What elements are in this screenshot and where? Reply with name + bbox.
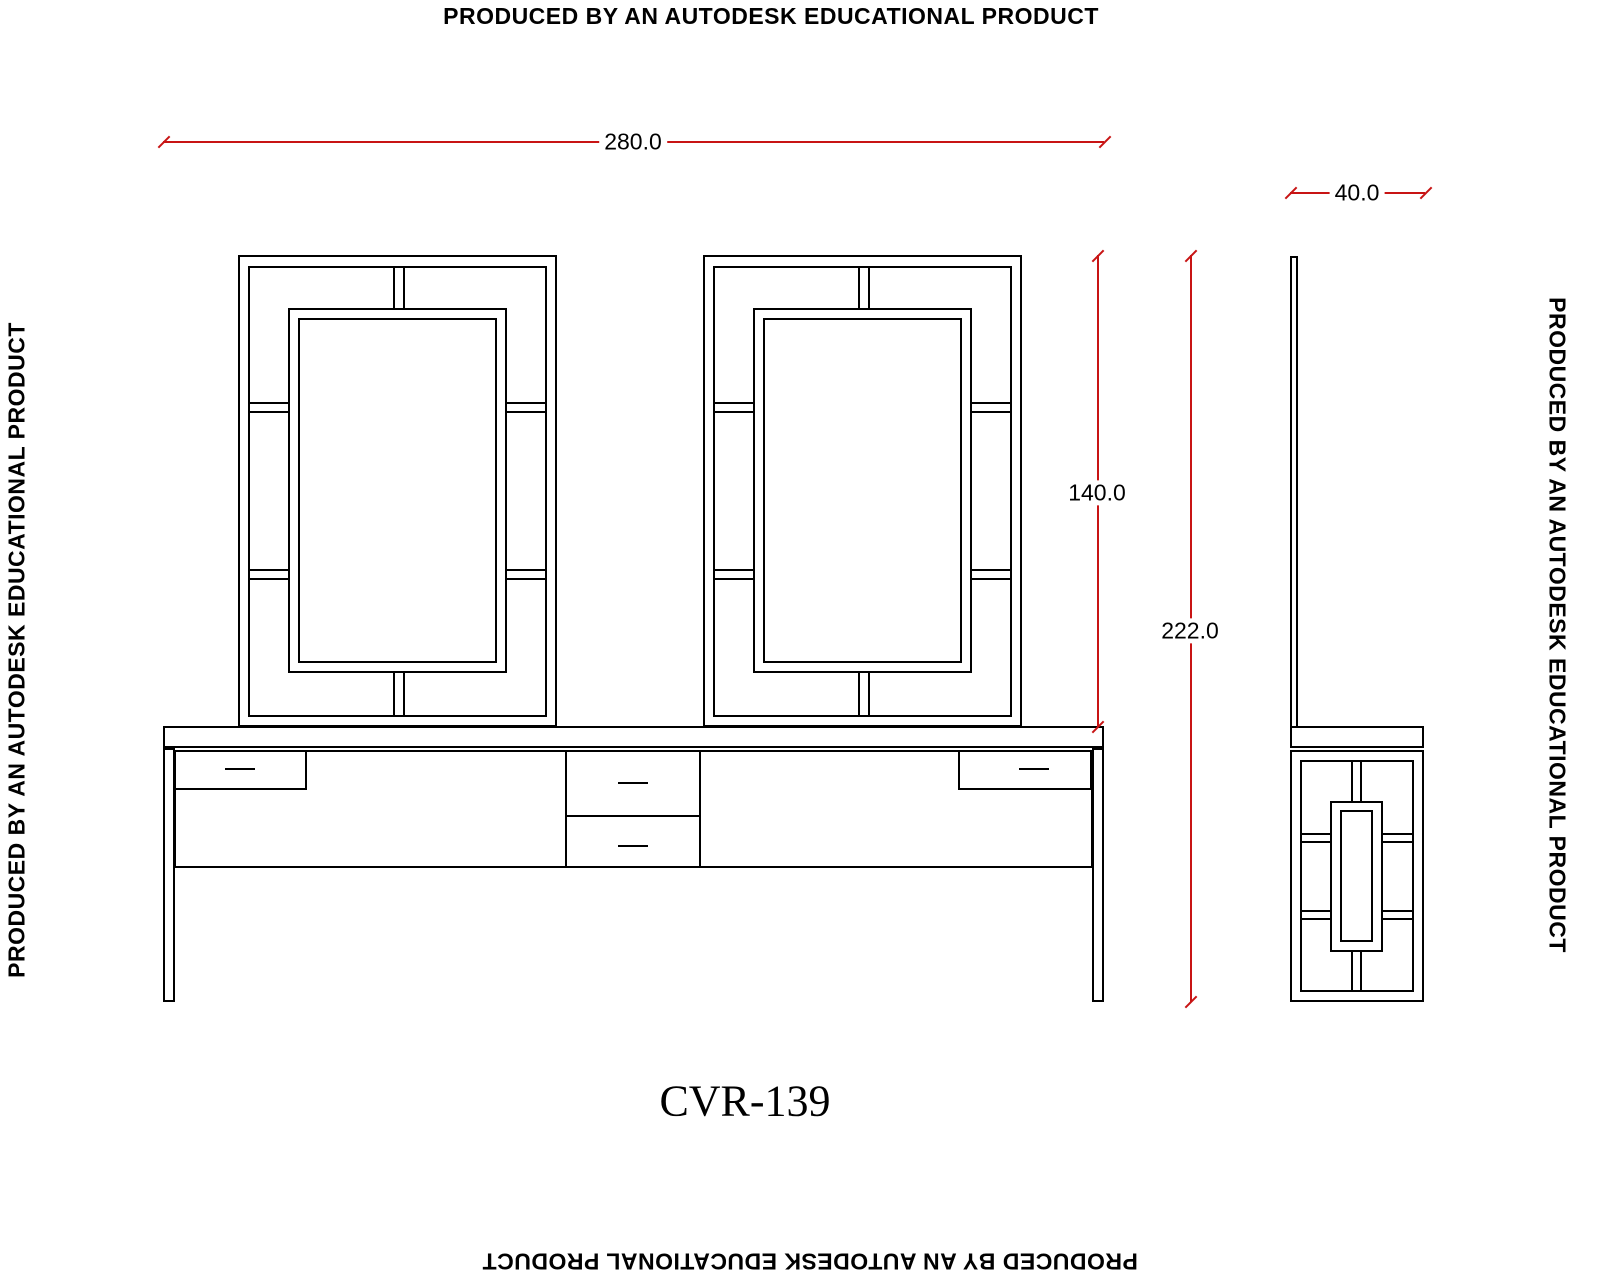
mirror-edge-profile bbox=[1290, 256, 1298, 728]
mirror-glass-inner bbox=[763, 318, 962, 663]
watermark-right: PRODUCED BY AN AUTODESK EDUCATIONAL PRODUCT bbox=[1544, 297, 1571, 953]
mirror-strut-left-upper bbox=[248, 402, 288, 413]
watermark-left: PRODUCED BY AN AUTODESK EDUCATIONAL PRODUCT bbox=[3, 322, 30, 978]
drawer-left bbox=[174, 750, 307, 790]
side-panel-center-inner bbox=[1340, 810, 1373, 942]
drawer-center-bottom-handle bbox=[618, 845, 648, 847]
side-panel-strut-right-lower bbox=[1383, 910, 1414, 920]
table-leg-right bbox=[1092, 748, 1104, 1002]
dimension-text: 280.0 bbox=[599, 129, 667, 154]
watermark-top: PRODUCED BY AN AUTODESK EDUCATIONAL PRODUCT bbox=[443, 3, 1099, 29]
mirror-strut-left-lower bbox=[248, 569, 288, 580]
drawer-center-bottom bbox=[565, 815, 701, 868]
side-panel-strut-left-upper bbox=[1300, 833, 1330, 843]
mirror-strut-top bbox=[393, 266, 405, 308]
watermark-bottom: PRODUCED BY AN AUTODESK EDUCATIONAL PRODUCT bbox=[482, 1248, 1138, 1275]
tabletop-profile bbox=[1290, 726, 1424, 748]
side-panel-strut-right-upper bbox=[1383, 833, 1414, 843]
mirror-strut-right-lower bbox=[507, 569, 547, 580]
side-panel-strut-top bbox=[1351, 760, 1362, 801]
mirror-strut-bottom bbox=[393, 673, 405, 717]
drawer-center-top-handle bbox=[618, 782, 648, 784]
dimension-text: 40.0 bbox=[1330, 180, 1385, 205]
mirror-glass-inner bbox=[298, 318, 497, 663]
drawer-left-handle bbox=[225, 768, 255, 770]
dimension-text: 222.0 bbox=[1156, 618, 1224, 643]
mirror-strut-right-lower bbox=[972, 569, 1012, 580]
mirror-strut-left-lower bbox=[713, 569, 753, 580]
drawer-right-handle bbox=[1019, 768, 1049, 770]
drawer-right bbox=[958, 750, 1092, 790]
mirror-strut-right-upper bbox=[972, 402, 1012, 413]
drawing-title: CVR-139 bbox=[659, 1076, 831, 1126]
mirror-strut-top bbox=[858, 266, 870, 308]
mirror-strut-left-upper bbox=[713, 402, 753, 413]
side-panel-strut-bottom bbox=[1351, 952, 1362, 992]
tabletop bbox=[163, 726, 1104, 748]
dimension-text: 140.0 bbox=[1063, 480, 1131, 505]
mirror-strut-right-upper bbox=[507, 402, 547, 413]
mirror-strut-bottom bbox=[858, 673, 870, 717]
side-panel-strut-left-lower bbox=[1300, 910, 1330, 920]
